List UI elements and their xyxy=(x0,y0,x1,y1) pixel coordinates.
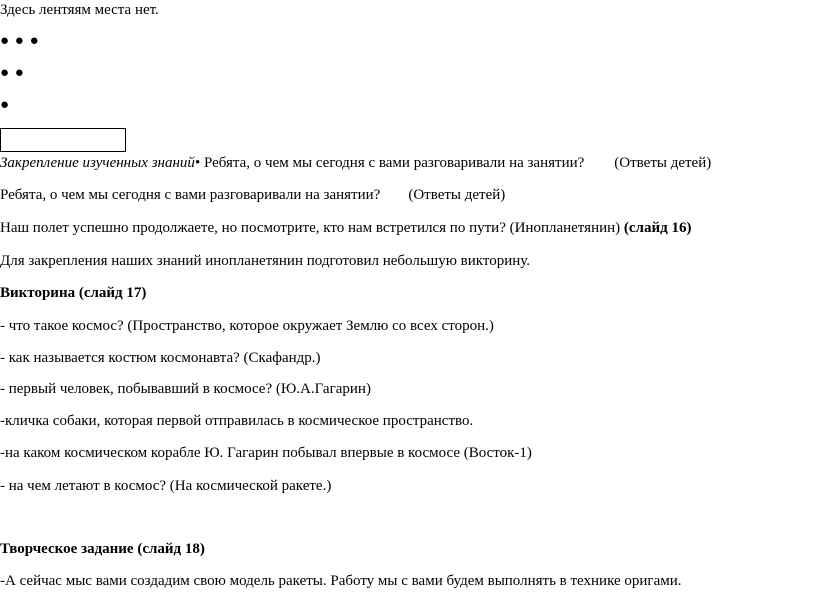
creative-title: Творческое задание (слайд 18) xyxy=(0,541,205,557)
quiz-question: - на чем летают в космос? (На космической ракете.) xyxy=(0,478,332,494)
answer-text: (Ответы детей) xyxy=(408,187,506,203)
quiz-question: - как называется костюм космонавта? (Скафандр.) xyxy=(0,350,321,366)
question-text: Ребята, о чем мы сегодня с вами разговаривали на занятии? xyxy=(203,155,585,171)
consolidation-line xyxy=(0,154,711,172)
bullet-row-one: ● xyxy=(0,97,11,113)
slide-16-label: (слайд 16) xyxy=(623,220,692,236)
quiz-question: -кличка собаки, которая первой отправилась в космическое пространство. xyxy=(0,413,474,429)
flight-line xyxy=(0,219,691,237)
creative-text: -А сейчас мыс вами создадим свою модель ракеты. Работу мы с вами будем выполнять в технике оригами. xyxy=(0,573,682,589)
quiz-title: Викторина (слайд 17) xyxy=(0,285,147,301)
consolidation-label: Закрепление изученных знаний xyxy=(0,155,195,171)
quiz-question: - что такое космос? (Пространство, которое окружает Землю со всех сторон.) xyxy=(0,318,494,334)
question-line xyxy=(0,186,505,204)
question-text: Ребята, о чем мы сегодня с вами разговаривали на занятии? xyxy=(0,187,381,203)
flight-text: Наш полет успешно продолжаете, но посмотрите, кто нам встретился по пути? (Инопланетянин) xyxy=(0,220,621,236)
quiz-question: -на каком космическом корабле Ю. Гагарин побывал впервые в космосе (Восток-1) xyxy=(0,445,532,461)
empty-textbox xyxy=(0,128,126,152)
bullet-glyph: • xyxy=(194,155,201,171)
quiz-intro: Для закрепления наших знаний инопланетянин подготовил небольшую викторину. xyxy=(0,253,531,269)
answer-text: (Ответы детей) xyxy=(614,155,712,171)
quiz-question: - первый человек, побывавший в космосе? (Ю.А.Гагарин) xyxy=(0,381,371,397)
intro-line: Здесь лентяям места нет. xyxy=(0,2,159,18)
bullet-row-two: ● ● xyxy=(0,65,25,81)
bullet-row-three: ● ● ● xyxy=(0,33,40,49)
